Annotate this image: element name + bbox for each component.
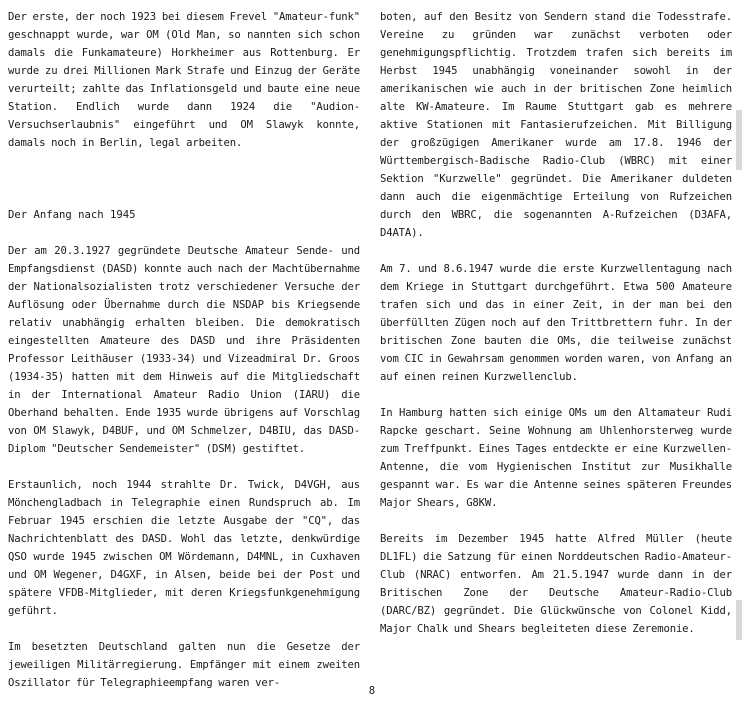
paragraph-kurzwellentagung: Am 7. und 8.6.1947 wurde die erste Kurzwellentagung nach dem Kriege in Stuttgart durchgeführt. Etwa 500 Amateure trafen sich und das in einer Zeit, in der man bei den überfüllten Zügen noch auf den Trittbrettern fuhr. In der britischen Zone bauten die OMs, die teilweise zunächst vom CIC in Gewahrsam genommen worden waren, von Anfang an auf einen reinen Kurzwellenclub. bbox=[380, 263, 732, 383]
section-spacer bbox=[8, 170, 360, 206]
scan-edge-mark bbox=[736, 110, 742, 170]
paragraph-darc-bz: Bereits im Dezember 1945 hatte Alfred Müller (heute DL1FL) die Satzung für einen Norddeutschen Radio-Amateur-Club (NRAC) entworfen. Am 21.5.1947 wurde dann in der Britischen Zone der Deutsche Amateur-Radio-Club (DARC/BZ) gegründet. Die Glückwünsche von Colonel Kidd, Major Chalk und Shears begleiteten diese Zeremonie. bbox=[380, 533, 732, 635]
section-heading: Der Anfang nach 1945 bbox=[8, 209, 136, 221]
scan-edge-mark bbox=[736, 600, 742, 640]
paragraph-besetztes-deutschland: Im besetzten Deutschland galten nun die Gesetze der jeweiligen Militärregierung. Empfänger mit einem zweiten Oszillator für Telegraphieempfang waren ver- bbox=[8, 641, 360, 689]
paragraph-dasd: Der am 20.3.1927 gegründete Deutsche Amateur Sende- und Empfangsdienst (DASD) konnte auch nach der Machtübernahme der Nationalsozialisten trotz verschiedener Versuche der Auflösung oder Übernahme durch die NSDAP bis Kriegsende relativ unabhängig erhalten bleiben. Die demokratisch eingestellten Amateure des DASD und ihre Präsidenten Professor Leithäuser (1933-34) und Vizeadmiral Dr. Groos (1934-35) hatten mit dem Hinweis auf die Mitgliedschaft in der International Amateur Radio Union (IARU) die Oberhand behalten. Ende 1935 wurde übrigens auf Vorschlag von OM Slawyk, D4BUF, und OM Schmelzer, D4BIU, das DASD-Diplom "Deutscher Sendemeister" (DSM) gestiftet. bbox=[8, 245, 360, 455]
left-column bbox=[8, 8, 360, 710]
page-number: 8 bbox=[368, 685, 376, 697]
paragraph-hamburg: In Hamburg hatten sich einige OMs um den Altamateur Rudi Rapcke geschart. Seine Wohnung am Uhlenhorsterweg wurde zum Treffpunkt. Eines Tages entdeckte er eine Kurzwellen-Antenne, die vom Hygienischen Institut zur Musikhalle gespannt war. Es war die Antenne seines späteren Freundes Major Shears, G8KW. bbox=[380, 407, 732, 509]
paragraph-amateurfunk-1923: Der erste, der noch 1923 bei diesem Frevel "Amateur-funk" geschnappt wurde, war OM (Old Man, so nannten sich schon damals die Funkamateure) Horkheimer aus Rottenburg. Er wurde zu drei Millionen Mark Strafe und Einzug der Geräte verurteilt; zahlte das Inflationsgeld und baute eine neue Station. Endlich wurde dann 1924 die "Audion-Versuchserlaubnis" eingeführt und OM Slawyk konnte, damals noch in Berlin, legal arbeiten. bbox=[8, 11, 360, 149]
paragraph-wbrc: boten, auf den Besitz von Sendern stand die Todesstrafe. Vereine zu gründen war zunächst verboten oder genehmigungspflichtig. Trotzdem trafen sich bereits im Herbst 1945 unabhängig voneinander sowohl in der amerikanischen wie auch in der britischen Zone heimlich alte KW-Amateure. Im Raume Stuttgart gab es mehrere aktive Stationen mit Fantasierufzeichen. Mit Billigung der großzügigen Amerikaner wurde am 17.8. 1946 der Württembergisch-Badische Radio-Club (WBRC) mit einer Sektion "Kurzwelle" gegründet. Die Amerikaner duldeten dann auch die eigenmächtige Erteilung von Rufzeichen durch den WBRC, die sogenannten A-Rufzeichen (D3AFA, D4ATA). bbox=[380, 11, 732, 239]
right-column bbox=[380, 8, 732, 656]
paragraph-twick-1944: Erstaunlich, noch 1944 strahlte Dr. Twick, D4VGH, aus Mönchengladbach in Telegraphie einen Rundspruch ab. Im Februar 1945 erschien die letzte Ausgabe der "CQ", das Nachrichtenblatt des DASD. Wohl das letzte, denkwürdige QSO wurde 1945 zwischen OM Wördemann, D4MNL, in Cuxhaven und OM Wegener, D4GXF, in Alsen, beide bei der Post und spätere VFDB-Mitglieder, mit deren Kriegsfunkgenehmigung geführt. bbox=[8, 479, 360, 617]
